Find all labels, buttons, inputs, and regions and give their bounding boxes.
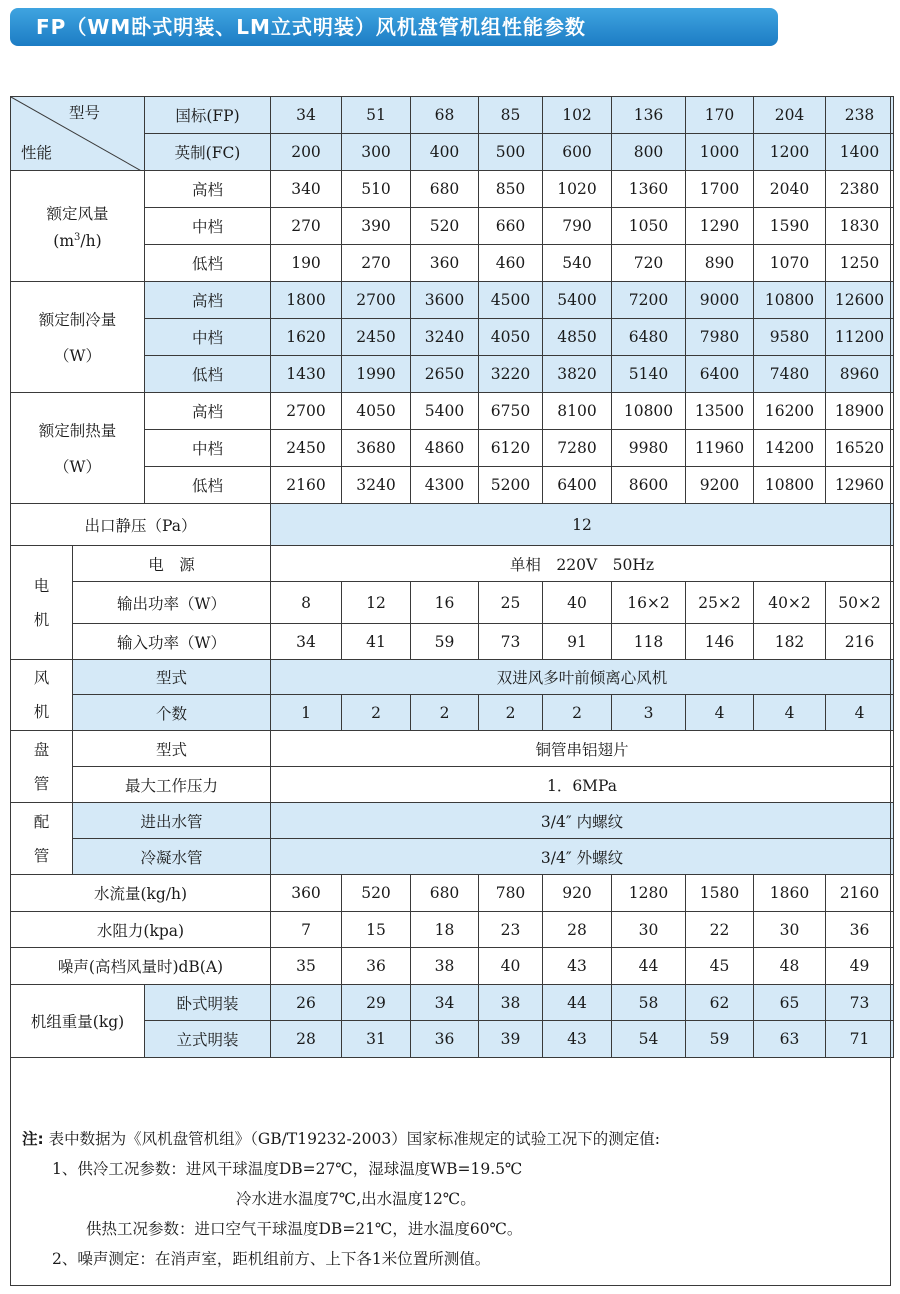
table-cell: 31 — [342, 1021, 411, 1058]
table-cell: 780 — [479, 875, 543, 912]
table-cell: 4500 — [479, 282, 543, 319]
table-cell: 水阻力(kpa) — [11, 912, 271, 948]
table-cell: 4 — [826, 695, 894, 731]
table-cell: 3220 — [479, 356, 543, 393]
table-cell: 水流量(kg/h) — [11, 875, 271, 912]
table-cell: 36 — [342, 948, 411, 985]
motor-group-cell: 电 机 — [11, 546, 73, 660]
outer-frame — [10, 96, 891, 1286]
table-cell: 1 — [271, 695, 342, 731]
table-cell: 238 — [826, 97, 894, 134]
table-cell: 23 — [479, 912, 543, 948]
table-cell: 2700 — [342, 282, 411, 319]
table-cell: 3/4″ 内螺纹 — [271, 803, 894, 839]
table-cell: 中档 — [145, 430, 271, 467]
table-cell: 卧式明装 — [145, 985, 271, 1021]
table-cell: 立式明装 — [145, 1021, 271, 1058]
table-cell: 63 — [754, 1021, 826, 1058]
table-cell: 520 — [342, 875, 411, 912]
table-cell: 190 — [271, 245, 342, 282]
table-cell: 600 — [543, 134, 612, 171]
table-cell: 低档 — [145, 467, 271, 504]
table-cell: 34 — [411, 985, 479, 1021]
table-cell: 1620 — [271, 319, 342, 356]
table-cell: 62 — [686, 985, 754, 1021]
table-cell: 2040 — [754, 171, 826, 208]
table-cell: 40 — [479, 948, 543, 985]
table-cell: 54 — [612, 1021, 686, 1058]
table-cell: 2450 — [342, 319, 411, 356]
table-cell: 390 — [342, 208, 411, 245]
table-cell: 216 — [826, 624, 894, 660]
table-cell: 1830 — [826, 208, 894, 245]
table-cell: 7200 — [612, 282, 686, 319]
table-cell: 790 — [543, 208, 612, 245]
table-cell: 3240 — [342, 467, 411, 504]
table-cell: 30 — [754, 912, 826, 948]
table-cell: 85 — [479, 97, 543, 134]
table-cell: 1070 — [754, 245, 826, 282]
table-cell: 1250 — [826, 245, 894, 282]
table-cell: 6480 — [612, 319, 686, 356]
table-cell: 1200 — [754, 134, 826, 171]
table-cell: 39 — [479, 1021, 543, 1058]
table-cell: 噪声(高档风量时)dB(A) — [11, 948, 271, 985]
table-cell: 510 — [342, 171, 411, 208]
table-cell: 35 — [271, 948, 342, 985]
table-cell: 40×2 — [754, 582, 826, 624]
table-cell: 7980 — [686, 319, 754, 356]
table-cell: 65 — [754, 985, 826, 1021]
table-cell: 49 — [826, 948, 894, 985]
table-cell: 118 — [612, 624, 686, 660]
table-cell: 6750 — [479, 393, 543, 430]
table-cell: 2 — [342, 695, 411, 731]
model-label: 型号 — [69, 104, 101, 122]
notes-section — [22, 1124, 882, 1274]
table-cell: 4850 — [543, 319, 612, 356]
table-cell: 680 — [411, 171, 479, 208]
table-cell: 1290 — [686, 208, 754, 245]
table-cell: 34 — [271, 97, 342, 134]
table-cell: 48 — [754, 948, 826, 985]
table-cell: 7480 — [754, 356, 826, 393]
perf-label: 性能 — [21, 144, 53, 162]
table-cell: 3820 — [543, 356, 612, 393]
table-cell: 270 — [342, 245, 411, 282]
table-cell: 41 — [342, 624, 411, 660]
table-cell: 44 — [543, 985, 612, 1021]
table-cell: 22 — [686, 912, 754, 948]
note-line-4: 供热工况参数：进口空气干球温度DB=21℃，进水温度60℃。 — [86, 1220, 523, 1238]
table-cell: 1280 — [612, 875, 686, 912]
table-cell: 型式 — [73, 660, 271, 695]
table-cell: 16520 — [826, 430, 894, 467]
table-cell: 9980 — [612, 430, 686, 467]
table-cell: 540 — [543, 245, 612, 282]
table-cell: 18 — [411, 912, 479, 948]
table-cell: 102 — [543, 97, 612, 134]
table-cell: 6120 — [479, 430, 543, 467]
table-cell: 890 — [686, 245, 754, 282]
table-cell: 8960 — [826, 356, 894, 393]
table-cell: 2700 — [271, 393, 342, 430]
table-cell: 500 — [479, 134, 543, 171]
table-cell: 4 — [754, 695, 826, 731]
table-cell: 单相 220V 50Hz — [271, 546, 894, 582]
table-cell: 360 — [411, 245, 479, 282]
table-cell: 中档 — [145, 208, 271, 245]
table-cell: 91 — [543, 624, 612, 660]
table-cell: 8600 — [612, 467, 686, 504]
table-cell: 铜管串铝翅片 — [271, 731, 894, 767]
table-cell: 270 — [271, 208, 342, 245]
table-cell: 输出功率（W） — [73, 582, 271, 624]
table-cell: 68 — [411, 97, 479, 134]
note-line-1: 注: 表中数据为《风机盘管机组》（GB/T19232-2003）国家标准规定的试验工况下的测定值: — [22, 1130, 660, 1148]
table-cell: 16×2 — [612, 582, 686, 624]
table-cell: 51 — [342, 97, 411, 134]
page-title: FP（WM卧式明装、LM立式明装）风机盘管机组性能参数 — [10, 8, 778, 46]
table-cell: 个数 — [73, 695, 271, 731]
table-cell: 2160 — [271, 467, 342, 504]
table-cell: 1．6MPa — [271, 767, 894, 803]
table-cell: 520 — [411, 208, 479, 245]
table-cell: 12 — [271, 504, 894, 546]
table-cell: 6400 — [686, 356, 754, 393]
table-cell: 2 — [543, 695, 612, 731]
table-cell: 50×2 — [826, 582, 894, 624]
table-cell: 1400 — [826, 134, 894, 171]
table-cell: 1050 — [612, 208, 686, 245]
table-cell: 型式 — [73, 731, 271, 767]
table-cell: 3/4″ 外螺纹 — [271, 839, 894, 875]
table-cell: 1580 — [686, 875, 754, 912]
table-cell: 10800 — [754, 467, 826, 504]
table-cell: 输入功率（W） — [73, 624, 271, 660]
note-line-2: 1、供冷工况参数：进风干球温度DB=27℃，湿球温度WB=19.5℃ — [52, 1160, 523, 1178]
table-cell: 73 — [479, 624, 543, 660]
table-cell: 低档 — [145, 356, 271, 393]
table-cell: 1700 — [686, 171, 754, 208]
table-cell: 13500 — [686, 393, 754, 430]
table-cell: 10800 — [754, 282, 826, 319]
table-cell: 36 — [826, 912, 894, 948]
table-cell: 8100 — [543, 393, 612, 430]
piping-group-cell: 配 管 — [11, 803, 73, 875]
table-cell: 29 — [342, 985, 411, 1021]
table-cell: 4300 — [411, 467, 479, 504]
table-cell: 2 — [479, 695, 543, 731]
note-line-3: 冷水进水温度7℃,出水温度12℃。 — [236, 1190, 476, 1208]
table-cell: 5400 — [411, 393, 479, 430]
table-cell: 36 — [411, 1021, 479, 1058]
table-cell: 15 — [342, 912, 411, 948]
table-cell: 38 — [479, 985, 543, 1021]
table-cell: 1990 — [342, 356, 411, 393]
table-cell: 2160 — [826, 875, 894, 912]
table-cell: 3 — [612, 695, 686, 731]
table-cell: 182 — [754, 624, 826, 660]
table-cell: 高档 — [145, 171, 271, 208]
table-cell: 204 — [754, 97, 826, 134]
table-cell: 5200 — [479, 467, 543, 504]
table-cell: 800 — [612, 134, 686, 171]
table-cell: 8 — [271, 582, 342, 624]
table-cell: 中档 — [145, 319, 271, 356]
table-cell: 25×2 — [686, 582, 754, 624]
table-cell: 低档 — [145, 245, 271, 282]
table-cell: 12600 — [826, 282, 894, 319]
table-cell: 43 — [543, 1021, 612, 1058]
table-cell: 12960 — [826, 467, 894, 504]
table-cell: 进出水管 — [73, 803, 271, 839]
table-cell: 3680 — [342, 430, 411, 467]
table-cell: 59 — [411, 624, 479, 660]
table-cell: 高档 — [145, 393, 271, 430]
table-cell: 720 — [612, 245, 686, 282]
table-cell: 1360 — [612, 171, 686, 208]
table-cell: 45 — [686, 948, 754, 985]
table-cell: 4860 — [411, 430, 479, 467]
table-cell: 1000 — [686, 134, 754, 171]
table-cell: 6400 — [543, 467, 612, 504]
gb-label: 国标(FP) — [145, 97, 271, 134]
table-cell: 920 — [543, 875, 612, 912]
cooling-label-cell: 额定制冷量 （W） — [11, 282, 145, 393]
heating-label-cell: 额定制热量 （W） — [11, 393, 145, 504]
table-cell: 360 — [271, 875, 342, 912]
table-cell: 7 — [271, 912, 342, 948]
table-cell: 2 — [411, 695, 479, 731]
table-cell: 冷凝水管 — [73, 839, 271, 875]
table-cell: 双进风多叶前倾离心风机 — [271, 660, 894, 695]
table-cell: 58 — [612, 985, 686, 1021]
table-cell: 400 — [411, 134, 479, 171]
table-cell: 出口静压（Pa） — [11, 504, 271, 546]
table-cell: 300 — [342, 134, 411, 171]
table-cell: 4050 — [479, 319, 543, 356]
table-cell: 28 — [271, 1021, 342, 1058]
table-cell: 73 — [826, 985, 894, 1021]
table-cell: 59 — [686, 1021, 754, 1058]
table-cell: 170 — [686, 97, 754, 134]
table-cell: 16 — [411, 582, 479, 624]
table-cell: 340 — [271, 171, 342, 208]
table-cell: 26 — [271, 985, 342, 1021]
table-cell: 11960 — [686, 430, 754, 467]
table-cell: 11200 — [826, 319, 894, 356]
table-cell: 9000 — [686, 282, 754, 319]
table-cell: 71 — [826, 1021, 894, 1058]
table-cell: 1800 — [271, 282, 342, 319]
table-cell: 2650 — [411, 356, 479, 393]
table-cell: 12 — [342, 582, 411, 624]
table-cell: 1590 — [754, 208, 826, 245]
table-cell: 1430 — [271, 356, 342, 393]
coil-group-cell: 盘 管 — [11, 731, 73, 803]
table-cell: 18900 — [826, 393, 894, 430]
table-cell: 7280 — [543, 430, 612, 467]
table-cell: 4050 — [342, 393, 411, 430]
table-cell: 10800 — [612, 393, 686, 430]
table-cell: 146 — [686, 624, 754, 660]
table-cell: 1020 — [543, 171, 612, 208]
table-cell: 1860 — [754, 875, 826, 912]
table-cell: 30 — [612, 912, 686, 948]
table-cell: 电 源 — [73, 546, 271, 582]
table-cell: 2450 — [271, 430, 342, 467]
table-cell: 5400 — [543, 282, 612, 319]
table-cell: 3240 — [411, 319, 479, 356]
table-cell: 高档 — [145, 282, 271, 319]
table-cell: 43 — [543, 948, 612, 985]
table-cell: 14200 — [754, 430, 826, 467]
table-cell: 40 — [543, 582, 612, 624]
table-cell: 4 — [686, 695, 754, 731]
table-cell: 25 — [479, 582, 543, 624]
fan-group-cell: 风 机 — [11, 660, 73, 731]
table-cell: 38 — [411, 948, 479, 985]
table-cell: 3600 — [411, 282, 479, 319]
imperial-label: 英制(FC) — [145, 134, 271, 171]
table-cell: 9200 — [686, 467, 754, 504]
table-cell: 850 — [479, 171, 543, 208]
table-cell: 460 — [479, 245, 543, 282]
table-cell: 2380 — [826, 171, 894, 208]
table-cell: 最大工作压力 — [73, 767, 271, 803]
table-cell: 9580 — [754, 319, 826, 356]
table-cell: 机组重量(kg) — [11, 985, 145, 1058]
table-cell: 660 — [479, 208, 543, 245]
airflow-label-cell: 额定风量 $(m^3/h)$ — [11, 171, 145, 282]
table-cell: 34 — [271, 624, 342, 660]
table-cell: 44 — [612, 948, 686, 985]
table-cell: 680 — [411, 875, 479, 912]
table-cell: 5140 — [612, 356, 686, 393]
table-cell: 28 — [543, 912, 612, 948]
table-cell: 136 — [612, 97, 686, 134]
note-line-5: 2、噪声测定：在消声室，距机组前方、上下各1米位置所测值。 — [52, 1250, 491, 1268]
table-cell: 200 — [271, 134, 342, 171]
table-cell: 16200 — [754, 393, 826, 430]
